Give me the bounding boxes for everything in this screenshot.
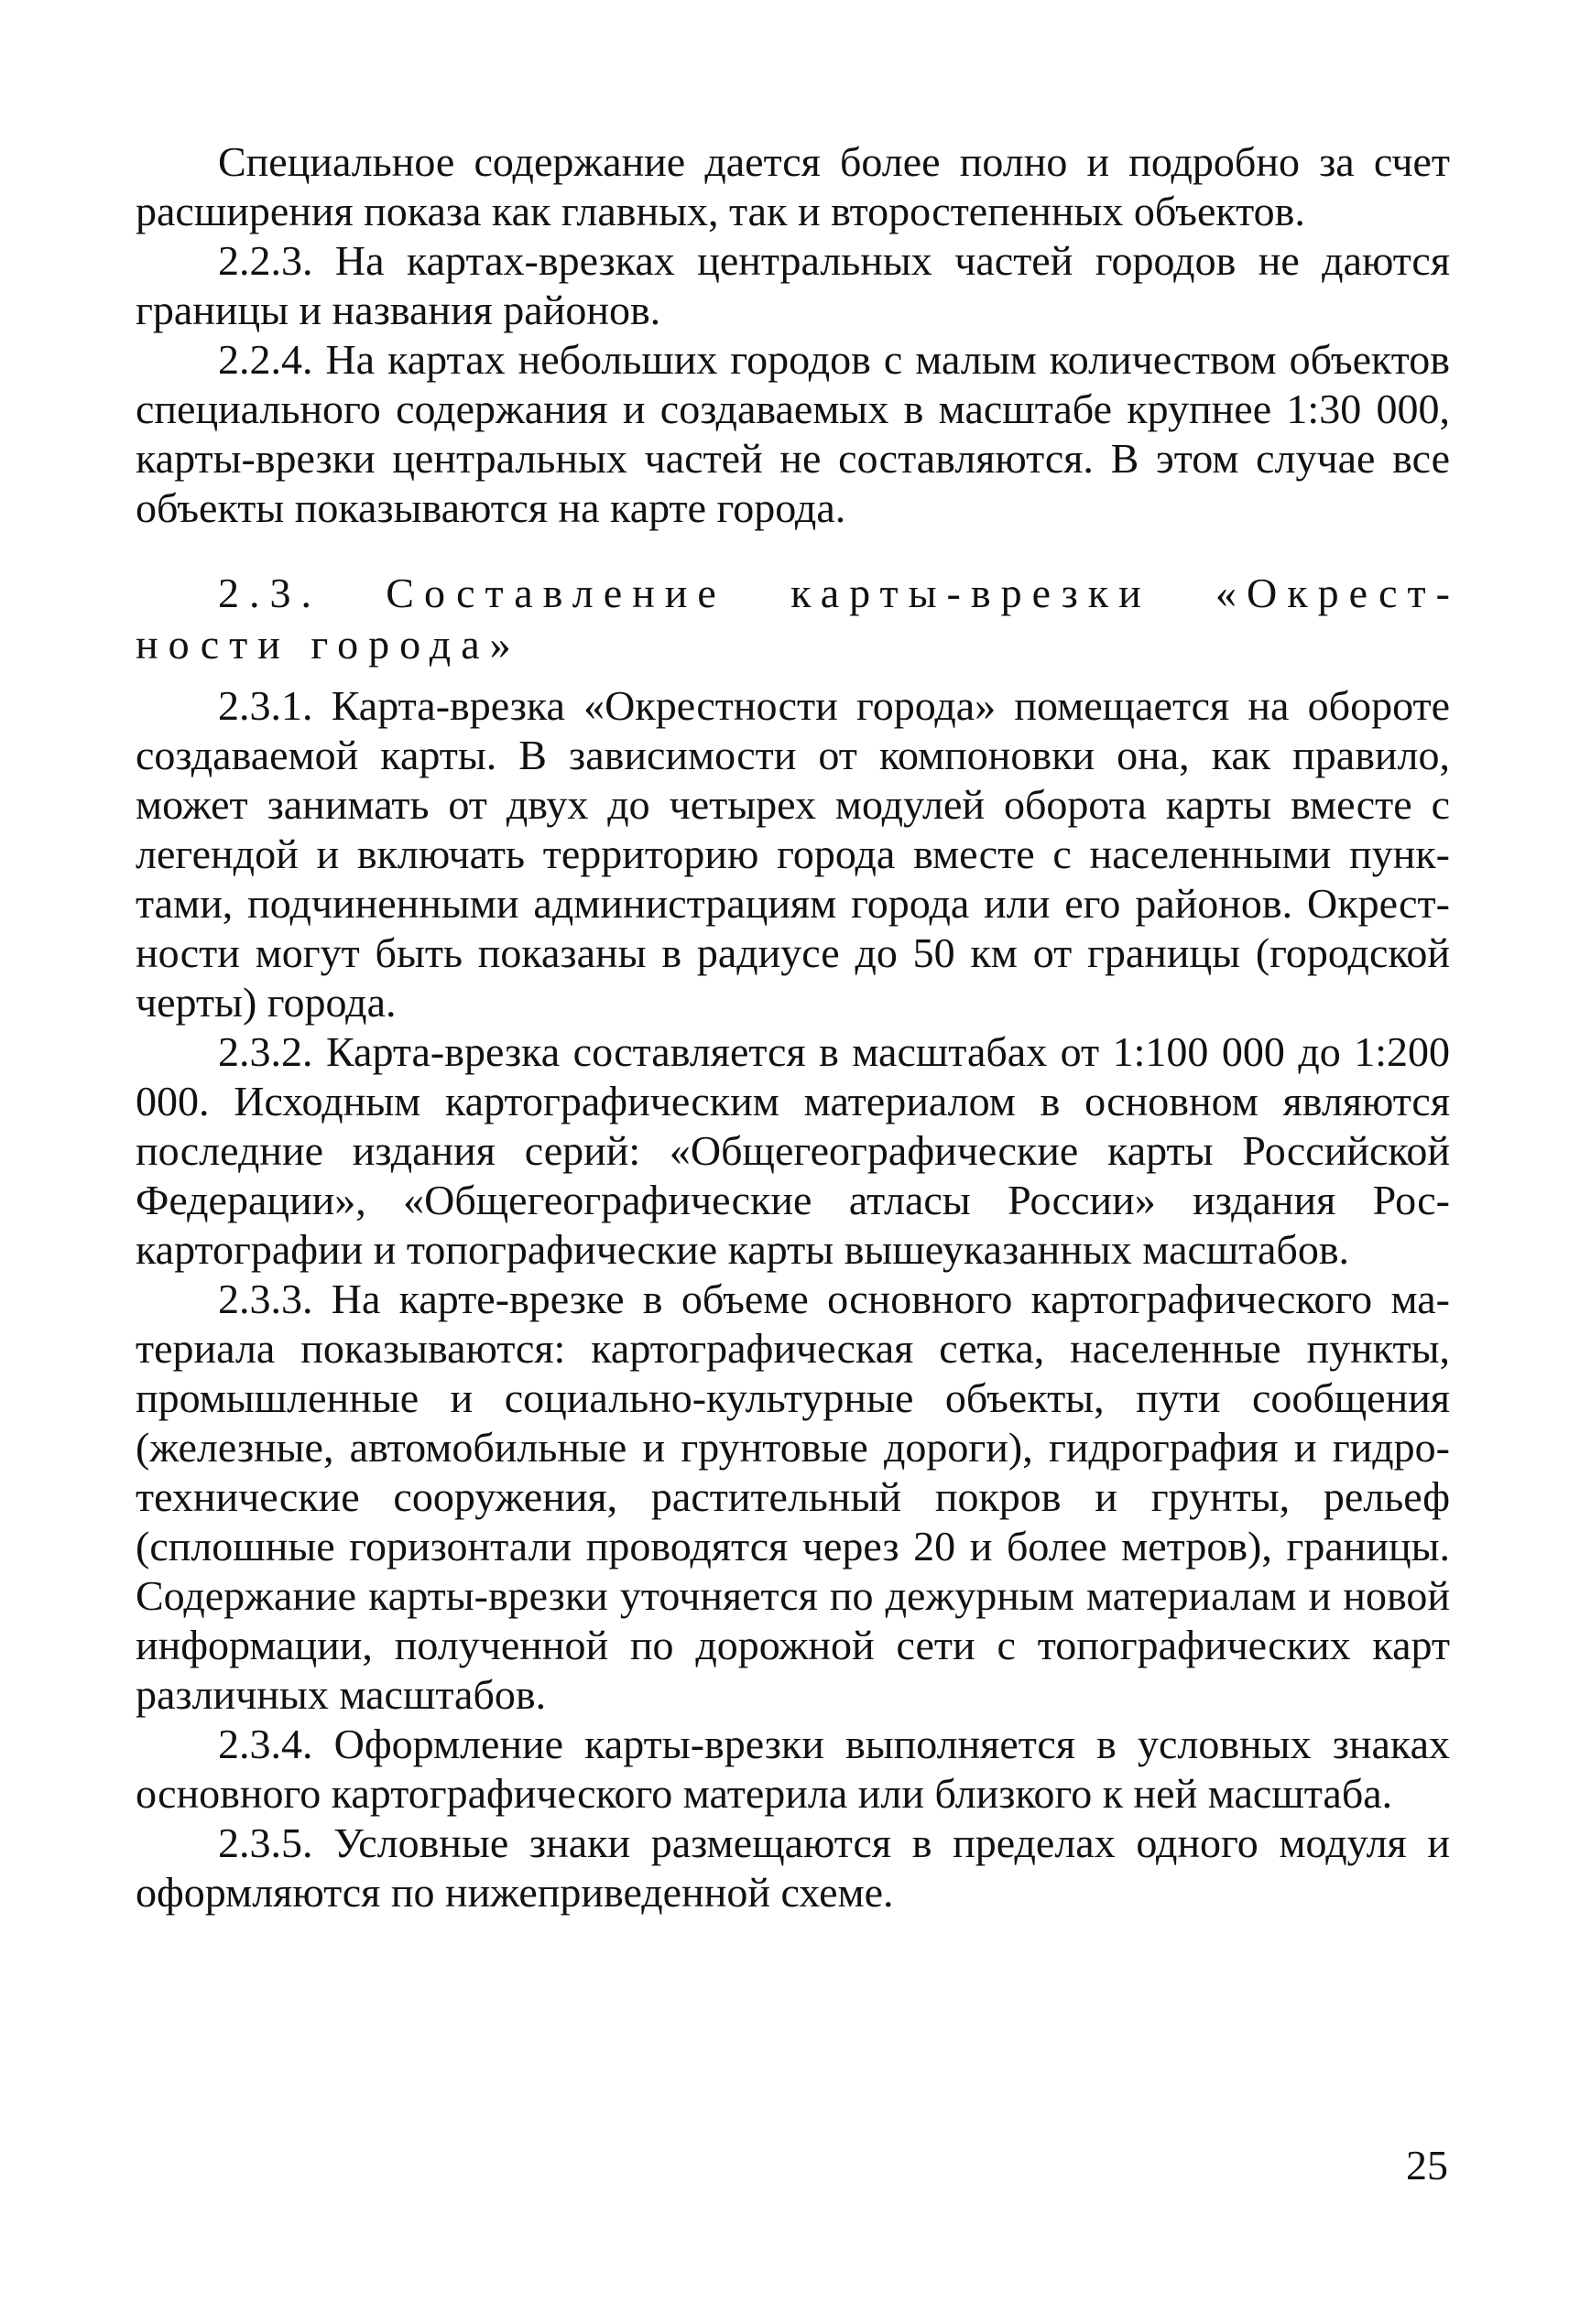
- paragraph-2-3-3: 2.3.3. На карте-врезке в объеме основного картографического материала показываются: картографическая сетка, населенные пункты, промышленные и социально-культурные объекты, пути сообщения (железные, автомобильные и грунтовые дороги), гидрография и гидротехнические сооружения, растительный покров и грунты, рельеф (сплошные горизонтали проводятся через 20 и более метров), границы. Содержание карты-врезки уточняется по дежурным материалам и новой информации, полученной по дорожной сети с топографических карт различных масштабов.: [136, 1276, 1450, 1718]
- paragraph-2-2-4: 2.2.4. На картах небольших городов с малым количеством объектов специального содержания и создаваемых в масштабе крупнее 1:30 000, карты-врезки центральных частей не составляются. В этом случае все объекты показываются на карте города.: [136, 336, 1450, 531]
- paragraph-2-3-2: 2.3.2. Карта-врезка составляется в масштабах от 1:100 000 до 1:200 000. Исходным картографическим материалом в основном являются последние издания серий: «Общегеографические карты Российской Федерации», «Общегеографические атласы России» издания Роскартографии и топографические карты вышеуказанных масштабов.: [136, 1028, 1450, 1273]
- paragraph-intro: Специальное содержание дается более полно и подробно за счет расширения показа как главных, так и второстепенных объектов.: [136, 138, 1450, 234]
- section-heading-2-3: 2.3. Составление карты-врезки «Окрестности города»: [136, 570, 1450, 668]
- paragraph-2-2-3: 2.2.3. На картах-врезках центральных частей городов не даются границы и названия районов.: [136, 237, 1450, 333]
- paragraph-2-3-1: 2.3.1. Карта-врезка «Окрестности города» помещается на обороте создаваемой карты. В зависимости от компоновки она, как правило, может занимать от двух до четырех модулей оборота карты вместе с легендой и включать территорию города вместе с населенными пунктами, подчиненными администрациям города или его районов. Окрестности могут быть показаны в радиусе до 50 км от границы (городской черты) города.: [136, 682, 1450, 1026]
- page-number: 25: [1406, 2142, 1448, 2188]
- paragraph-2-3-5: 2.3.5. Условные знаки размещаются в пределах одного модуля и оформляются по нижеприведенной схеме.: [136, 1819, 1450, 1916]
- document-page: [136, 137, 1450, 2324]
- paragraph-2-3-4: 2.3.4. Оформление карты-врезки выполняется в условных знаках основного картографического материла или близкого к ней масштаба.: [136, 1721, 1450, 1817]
